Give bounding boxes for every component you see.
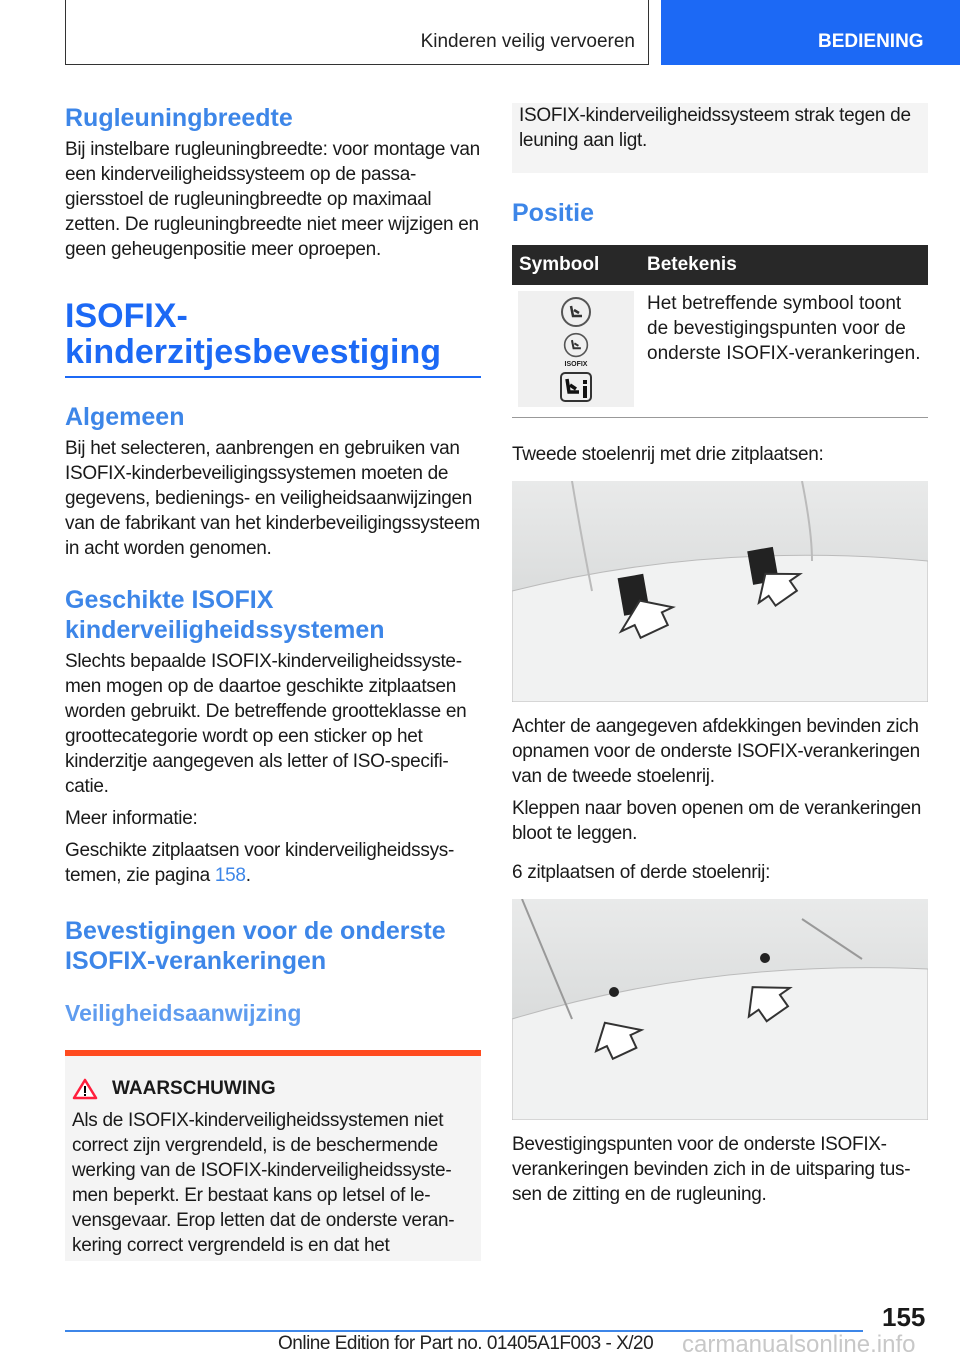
heading-positie: Positie — [512, 199, 594, 227]
ref-text: Geschikte zitplaatsen voor kinderveiligheidssystemen, zie pagina — [65, 840, 455, 886]
seat-illustration — [512, 481, 928, 702]
child-seat-circle-icon — [560, 296, 592, 328]
paragraph-ref — [65, 838, 481, 888]
heading-bevestigingen: Bevestigingen voor de onderste ISOFIX-verankeringen — [65, 917, 446, 975]
note-text: ISOFIX-kinderveiligheidssysteem strak tegen de leuning aan ligt. — [519, 105, 911, 151]
warning-box — [65, 1050, 481, 1261]
seat-illustration — [512, 899, 928, 1120]
paragraph: Meer informatie: — [65, 808, 198, 829]
child-seat-info-icon — [560, 372, 592, 402]
heading-geschikte: Geschikte ISOFIX kinderveiligheidssystemen — [65, 586, 385, 644]
heading-rugleuningbreedte: Rugleuningbreedte — [65, 104, 293, 132]
third-row-seat-image — [512, 899, 928, 1120]
warning-triangle-icon — [72, 1078, 98, 1100]
paragraph: Bij het selecteren, aanbrengen en gebruiken van ISOFIX-kinderbeveiligingssystemen moeten de gegevens, bedienings- en veiligheidsaanwijzingen van de fabrikant van het kinderbeveiligingssysteem in acht worden genomen. — [65, 438, 480, 559]
child-seat-small-icon — [563, 332, 589, 358]
warning-title: WAARSCHUWING — [112, 1078, 276, 1099]
meaning-cell: Het betreffende symbool toont de bevestigingspunten voor de onderste ISOFIX-verankeringen. — [640, 285, 928, 418]
ref-end: . — [245, 865, 251, 886]
warning-title-row — [72, 1078, 474, 1100]
paragraph: Bevestigingspunten voor de onderste ISOFIX-verankeringen bevinden zich in de uitsparing tussen de zitting en de rugleuning. — [512, 1134, 911, 1205]
isofix-label: ISOFIX — [564, 361, 588, 368]
page-link[interactable]: 158 — [214, 865, 246, 886]
isofix-symbols — [518, 291, 634, 407]
watermark: carmanualsonline.info — [682, 1331, 916, 1358]
symbol-cell — [512, 285, 640, 418]
paragraph: Tweede stoelenrij met drie zitplaatsen: — [512, 444, 824, 465]
heading-veiligheidsaanwijzing: Veiligheidsaanwijzing — [65, 1000, 302, 1026]
paragraph: Bij instelbare rugleuningbreedte: voor montage van een kinderveiligheidssysteem op de passagiersstoel de rugleuningbreedte op maximaal zetten. De rugleuningbreedte niet meer wijzigen en geen geheugenpositie meer oproepen. — [65, 139, 480, 260]
left-column — [65, 103, 481, 1027]
paragraph: Slechts bepaalde ISOFIX-kinderveiligheidssystemen mogen op de daartoe geschikte zitplaatsen worden gebruikt. De betreffende grootteklasse en groottecategorie wordt op een sticker op het kinderzitje aangegeven als letter of ISO-specificatie. — [65, 651, 467, 797]
note-box — [512, 103, 928, 173]
tab-bediening[interactable]: BEDIENING — [661, 0, 960, 65]
paragraph: 6 zitplaatsen of derde stoelenrij: — [512, 862, 771, 883]
footer-edition: Online Edition for Part no. 01405A1F003 - X/20 — [278, 1333, 654, 1354]
table-header-row — [512, 245, 928, 285]
table-header: Symbool — [512, 245, 640, 285]
page-number: 155 — [882, 1302, 926, 1332]
paragraph: Kleppen naar boven openen om de verankeringen bloot te leggen. — [512, 798, 922, 844]
symbol-table — [512, 245, 928, 418]
table-header: Betekenis — [640, 245, 928, 285]
warning-text: Als de ISOFIX-kinderveiligheidssystemen niet correct zijn vergrendeld, is de beschermende werking van de ISOFIX-kinderveiligheidssystemen beperkt. Er bestaat kans op letsel of levensgevaar. Erop letten dat de onderste verankering correct vergrendeld is en dat het — [72, 1110, 455, 1256]
heading-algemeen: Algemeen — [65, 403, 185, 431]
second-row-seat-image — [512, 481, 928, 702]
section-title: Kinderen veilig vervoeren — [420, 31, 635, 52]
table-row — [512, 285, 928, 418]
paragraph: Achter de aangegeven afdekkingen bevinden zich opnamen voor de onderste ISOFIX-verankeringen van de tweede stoelenrij. — [512, 716, 920, 787]
right-column — [512, 198, 928, 1214]
page-title: ISOFIX-kinderzitjesbevestiging — [65, 298, 481, 378]
